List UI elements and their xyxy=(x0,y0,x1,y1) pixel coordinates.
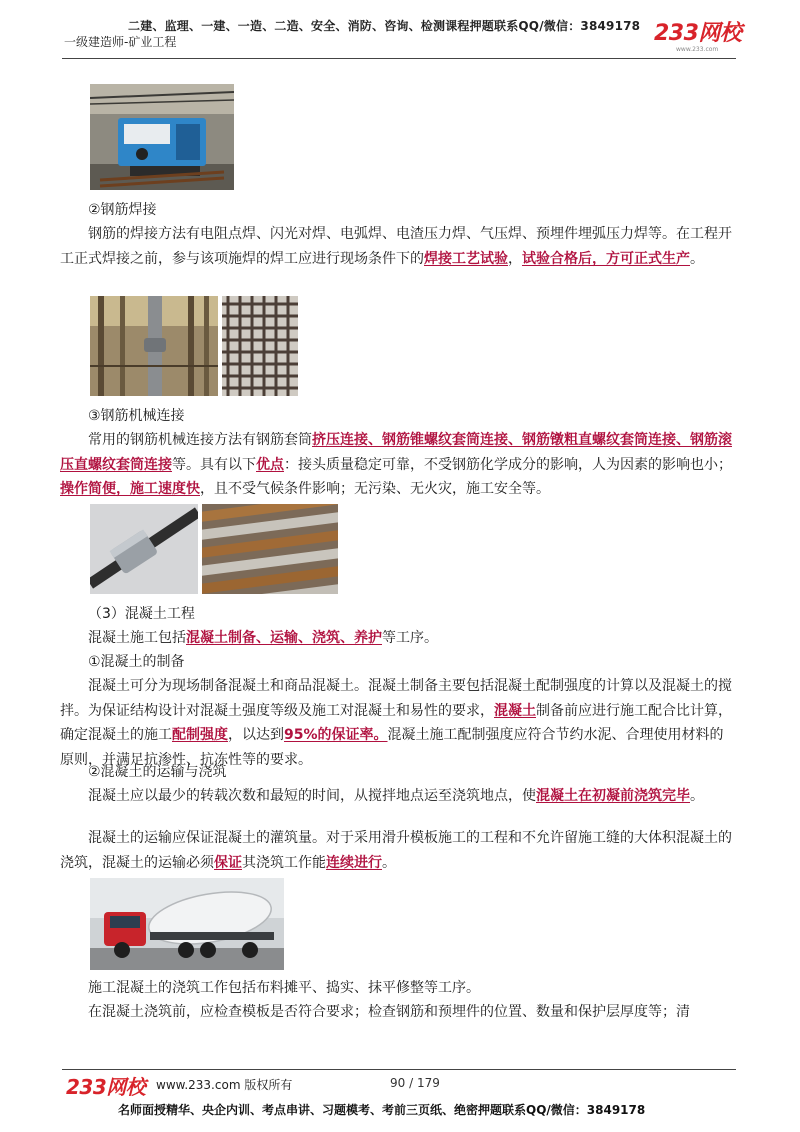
mech-heading: ③钢筋机械连接 xyxy=(88,408,185,424)
concrete-intro xyxy=(88,626,438,650)
mech-text-mid2: ：接头质量稳定可靠，不受钢筋化学成分的影响，人为因素的影响也小； xyxy=(284,456,732,473)
prep-text-mid2: ，以达到 xyxy=(228,727,284,743)
sleeve-coupler-photo xyxy=(90,504,198,594)
brand-logo xyxy=(654,22,744,54)
header-subtitle: 一级建造师-矿业工程 xyxy=(64,35,177,49)
prep-text: 混凝土可分为现场制备混凝土和商品混凝土。混凝土制备主要包括混凝土配制强度的计算以及混凝土的搅拌。为保证结构设计对混凝土强度等级及施工对混凝土和易性的要求， xyxy=(60,678,732,719)
header-divider xyxy=(62,58,736,59)
transport-highlight-continuous: 连续进行 xyxy=(326,854,382,871)
transport-text-1-end: 。 xyxy=(690,788,704,804)
prep-text-mid1: 制备前应进行施工配合比计算，确定混凝土的施工 xyxy=(60,702,732,743)
mech-text-mid1: 等。具有以下 xyxy=(172,456,256,473)
prep-heading: ①混凝土的制备 xyxy=(88,654,185,670)
mech-highlight-methods: 挤压连接、钢筋锥螺纹套筒连接、钢筋镦粗直螺纹套筒连接、钢筋滚压直螺纹套筒连接 xyxy=(60,432,732,473)
footer-logo: 233网校 xyxy=(66,1075,146,1099)
welded-column-illustration xyxy=(90,296,218,396)
transport-paragraph-2 xyxy=(60,826,736,875)
mech-highlight-advantages: 优点 xyxy=(256,456,284,473)
mech-text-end: ，且不受气候条件影响；无污染、无火灾，施工安全等。 xyxy=(200,481,550,497)
rebar-mesh-photo xyxy=(222,296,298,396)
footer-site-copyright: www.233.com 版权所有 xyxy=(156,1078,293,1092)
concrete-heading: （3）混凝土工程 xyxy=(88,606,195,622)
transport-text-2-end: 。 xyxy=(382,854,396,871)
transport-heading: ②混凝土的运输与浇筑 xyxy=(88,764,227,780)
pour-line-1: 施工混凝土的浇筑工作包括布料摊平、捣实、抹平修整等工序。 xyxy=(88,980,480,996)
transport-highlight-ensure: 保证 xyxy=(214,854,242,871)
welding-highlight-production: 试验合格后，方可正式生产 xyxy=(522,250,690,267)
rebar-machine-photo xyxy=(90,84,234,190)
rebar-welding-photo xyxy=(90,296,218,396)
sleeve-coupler-illustration xyxy=(90,504,198,594)
page-header xyxy=(0,0,800,62)
welding-text-mid: ， xyxy=(508,250,522,267)
prep-text-end: 混凝土施工配制强度应符合节约水泥、合理使用材料的原则，并满足抗渗性、抗冻性等的要求。 xyxy=(60,727,724,768)
mech-text: 常用的钢筋机械连接方法有钢筋套筒 xyxy=(88,432,312,448)
threaded-rebar-photo xyxy=(202,504,338,594)
header-contact-line: 二建、监理、一建、一造、二造、安全、消防、咨询、检测课程押题联系QQ/微信：3849178 xyxy=(128,19,641,33)
transport-text-2: 混凝土的运输应保证混凝土的灌筑量。对于采用滑升模板施工的工程和不允许留施工缝的大体积混凝土的浇筑，混凝土的运输必须 xyxy=(60,830,732,871)
prep-highlight-rate: 95%的保证率。 xyxy=(284,727,388,743)
prep-highlight-concrete: 混凝土 xyxy=(494,702,536,719)
mech-paragraph xyxy=(60,428,736,502)
transport-paragraph-1 xyxy=(60,784,736,809)
welding-heading: ②钢筋焊接 xyxy=(88,202,157,218)
concrete-intro-text: 混凝土施工包括 xyxy=(88,630,186,646)
page-number: 90 / 179 xyxy=(390,1076,440,1090)
mech-highlight-speed: 操作简便，施工速度快 xyxy=(60,481,200,497)
rebar-machine-illustration xyxy=(90,84,234,190)
welding-paragraph xyxy=(60,222,736,271)
welding-text-end: 。 xyxy=(690,250,704,267)
transport-text-2-mid: 其浇筑工作能 xyxy=(242,854,326,871)
logo-text: 233网校 xyxy=(654,21,742,46)
threaded-rebar-illustration xyxy=(202,504,338,594)
concrete-intro-highlight: 混凝土制备、运输、浇筑、养护 xyxy=(186,630,382,646)
rebar-mesh-illustration xyxy=(222,296,298,396)
footer-contact-line: 名师面授精华、央企内训、考点串讲、习题模考、考前三页纸、绝密押题联系QQ/微信：3849178 xyxy=(118,1103,646,1117)
concrete-intro-end: 等工序。 xyxy=(382,630,438,646)
mixer-truck-illustration xyxy=(90,878,284,970)
logo-url: www.233.com xyxy=(676,46,719,53)
prep-highlight-strength: 配制强度 xyxy=(172,727,228,743)
prep-paragraph xyxy=(60,674,736,772)
mixer-truck-photo xyxy=(90,878,284,970)
footer-divider xyxy=(62,1069,736,1070)
welding-highlight-test: 焊接工艺试验 xyxy=(424,250,508,267)
pour-line-2: 在混凝土浇筑前，应检查模板是否符合要求；检查钢筋和预埋件的位置、数量和保护层厚度等；清 xyxy=(88,1004,690,1020)
transport-text-1: 混凝土应以最少的转载次数和最短的时间，从搅拌地点运至浇筑地点，使 xyxy=(88,788,536,804)
transport-highlight-initial-set: 混凝土在初凝前浇筑完毕 xyxy=(536,788,690,804)
welding-text: 钢筋的焊接方法有电阻点焊、闪光对焊、电弧焊、电渣压力焊、气压焊、预埋件埋弧压力焊等。在工程开工正式焊接之前，参与该项施焊的焊工应进行现场条件下的 xyxy=(60,226,732,267)
